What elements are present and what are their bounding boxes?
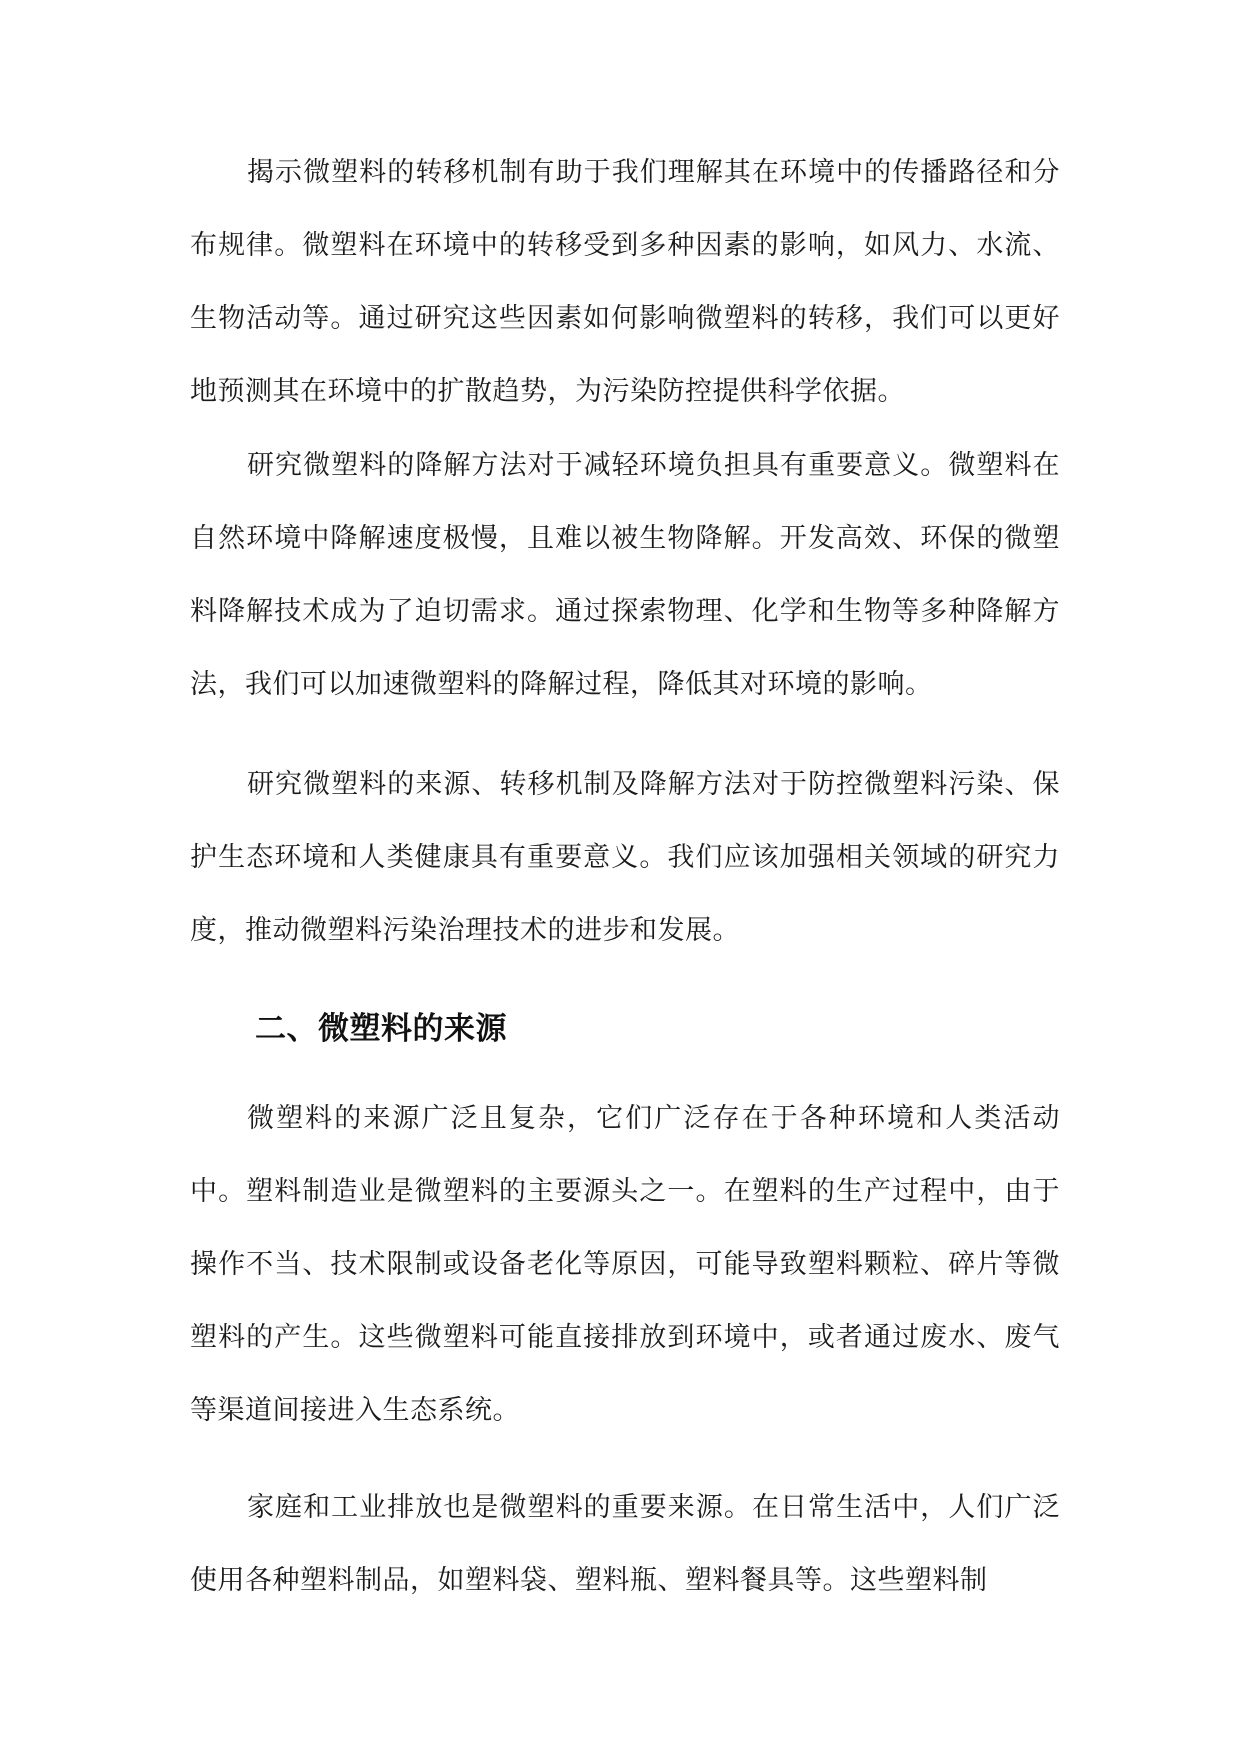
paragraph-household-industrial: 家庭和工业排放也是微塑料的重要来源。在日常生活中，人们广泛使用各种塑料制品，如塑料袋、塑料瓶、塑料餐具等。这些塑料制 xyxy=(190,1492,1060,1596)
paragraph-transfer-mechanism: 揭示微塑料的转移机制有助于我们理解其在环境中的传播路径和分布规律。微塑料在环境中的转移受到多种因素的影响，如风力、水流、生物活动等。通过研究这些因素如何影响微塑料的转移，我们可以更好地预测其在环境中的扩散趋势，为污染防控提供科学依据。 xyxy=(190,157,1060,407)
section-heading: 二、微塑料的来源 xyxy=(255,1011,507,1047)
paragraph-research-significance: 研究微塑料的来源、转移机制及降解方法对于防控微塑料污染、保护生态环境和人类健康具有重要意义。我们应该加强相关领域的研究力度，推动微塑料污染治理技术的进步和发展。 xyxy=(190,769,1060,946)
paragraph-sources-overview: 微塑料的来源广泛且复杂，它们广泛存在于各种环境和人类活动中。塑料制造业是微塑料的主要源头之一。在塑料的生产过程中，由于操作不当、技术限制或设备老化等原因，可能导致塑料颗粒、碎片等微塑料的产生。这些微塑料可能直接排放到环境中，或者通过废水、废气等渠道间接进入生态系统。 xyxy=(190,1103,1060,1426)
paragraph-degradation-methods: 研究微塑料的降解方法对于减轻环境负担具有重要意义。微塑料在自然环境中降解速度极慢，且难以被生物降解。开发高效、环保的微塑料降解技术成为了迫切需求。通过探索物理、化学和生物等多种降解方法，我们可以加速微塑料的降解过程，降低其对环境的影响。 xyxy=(190,450,1060,700)
